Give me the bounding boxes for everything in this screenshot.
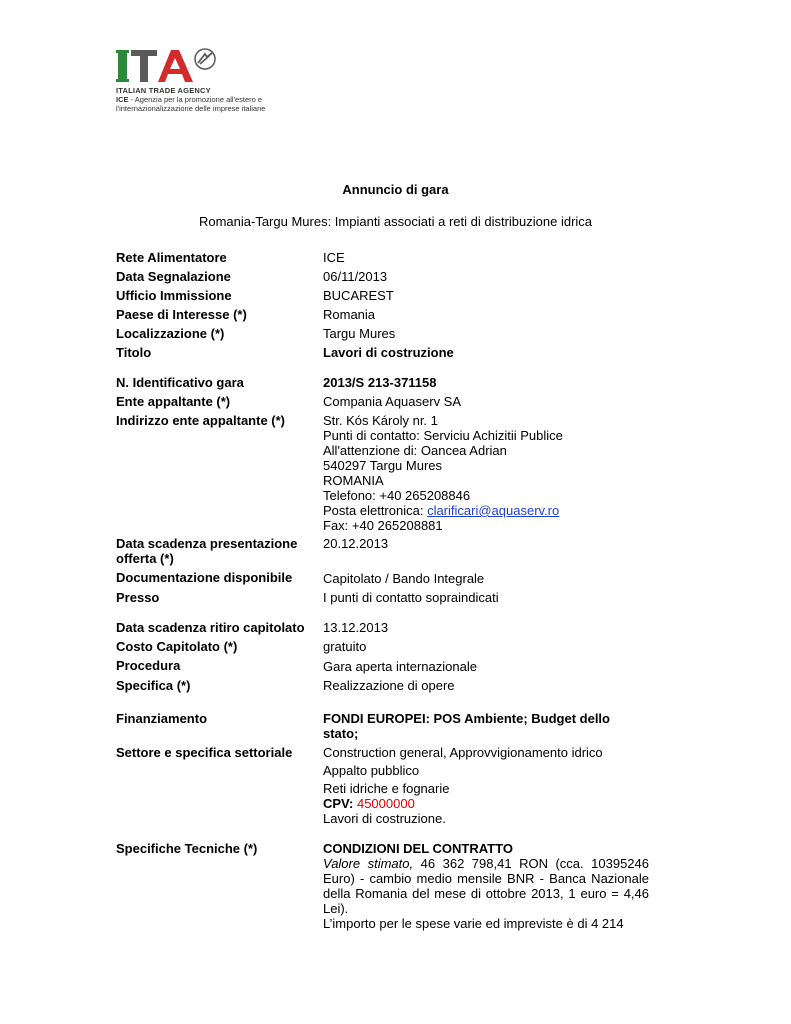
label-settore: Settore e specifica settoriale [116,745,293,760]
cpv-label: CPV: [323,796,354,811]
address-fax: Fax: +40 265208881 [323,518,443,533]
logo-agency-desc-2: l'internazionalizzazione delle imprese italiane [116,104,266,113]
address-country: ROMANIA [323,473,384,488]
value-finanziamento: FONDI EUROPEI: POS Ambiente; Budget dello stato; [323,711,610,741]
row-costo [116,639,676,654]
address-phone: Telefono: +40 265208846 [323,488,471,503]
label-ente: Ente appaltante (*) [116,394,231,409]
value-ente: Compania Aquaserv SA [323,394,462,409]
label-ufficio: Ufficio Immissione [116,288,232,303]
cpv-code: 45000000 [356,796,415,811]
label-specifica: Specifica (*) [116,678,191,693]
address-email-line [323,503,649,518]
row-procedura [116,658,676,674]
row-documentazione [116,570,676,586]
label-scadenza-ritiro: Data scadenza ritiro capitolato [116,620,305,635]
settore-line: Construction general, Approvvigionamento idrico [323,745,603,760]
value-presso: I punti di contatto sopraindicati [323,590,499,605]
value-procedura: Gara aperta internazionale [323,659,477,674]
label-rete: Rete Alimentatore [116,250,227,265]
email-link[interactable]: clarificari@aquaserv.ro [427,503,560,518]
row-ente [116,394,676,409]
announcement-details [116,250,676,931]
settore-appalto: Appalto pubblico [323,763,420,778]
settore-lavori: Lavori di costruzione. [323,811,446,826]
conditions-heading: CONDIZIONI DEL CONTRATTO [323,841,513,856]
value-data-segnalazione: 06/11/2013 [323,269,388,284]
row-ufficio [116,288,676,303]
value-identificativo: 2013/S 213-371158 [323,375,437,390]
label-identificativo: N. Identificativo gara [116,375,244,390]
label-data-segnalazione: Data Segnalazione [116,269,231,284]
label-specifiche-tecniche: Specifiche Tecniche (*) [116,841,258,856]
row-scadenza-presentazione [116,536,676,566]
cpv-line [323,796,649,811]
email-prefix: Posta elettronica: [323,503,428,518]
value-scadenza-presentazione: 20.12.2013 [323,536,389,551]
label-scadenza-presentazione: Data scadenza presentazione offerta (*) [116,536,298,566]
row-settore [116,745,676,826]
value-indirizzo [323,413,649,533]
ita-logo [116,46,266,121]
label-paese: Paese di Interesse (*) [116,307,247,322]
value-paese: Romania [323,307,376,322]
label-costo: Costo Capitolato (*) [116,639,238,654]
row-data-segnalazione [116,269,676,284]
document-title: Annuncio di gara [342,182,449,197]
address-line: Str. Kós Károly nr. 1 [323,413,438,428]
value-specifica: Realizzazione di opere [323,678,455,693]
ita-logo-mark [116,46,226,86]
address-contact: Punti di contatto: Serviciu Achizitii Publice [323,428,563,443]
row-localizzazione [116,326,676,341]
row-identificativo [116,375,676,390]
row-rete [116,250,676,265]
value-costo: gratuito [323,639,367,654]
logo-agency-name: ITALIAN TRADE AGENCY [116,86,211,95]
label-documentazione: Documentazione disponibile [116,570,293,585]
logo-agency-desc [116,95,266,104]
value-titolo: Lavori di costruzione [323,345,454,360]
row-indirizzo [116,413,676,533]
value-specifiche-tecniche [323,841,649,931]
conditions-text-2: L’importo per le spese varie ed impreviste è di 4 214 [323,916,624,931]
value-localizzazione: Targu Mures [323,326,396,341]
row-paese [116,307,676,322]
document-subtitle: Romania-Targu Mures: Impianti associati a reti di distribuzione idrica [198,214,593,229]
logo-desc-text: - Agenzia per la promozione all'estero e [128,95,263,104]
value-scadenza-ritiro: 13.12.2013 [323,620,389,635]
row-scadenza-ritiro [116,620,676,635]
label-titolo: Titolo [116,345,152,360]
label-indirizzo: Indirizzo ente appaltante (*) [116,413,286,428]
value-ufficio: BUCAREST [323,288,394,303]
conditions-text [323,856,649,916]
label-finanziamento: Finanziamento [116,711,208,726]
label-presso: Presso [116,590,160,605]
value-rete: ICE [323,250,345,265]
address-attention: All'attenzione di: Oancea Adrian [323,443,507,458]
value-settore [323,745,649,826]
label-procedura: Procedura [116,658,181,673]
valore-stimato-text: 46 362 798,41 RON (cca. 10395246 Euro) - cambio medio mensile BNR - Banca Nazionale della Romania del mese di ottobre 2013, 1 euro = 4,46 Lei). [323,856,649,916]
row-titolo [116,345,676,360]
value-documentazione: Capitolato / Bando Integrale [323,571,485,586]
row-specifiche-tecniche [116,841,676,931]
row-presso [116,590,676,605]
address-city: 540297 Targu Mures [323,458,443,473]
row-finanziamento [116,711,676,741]
logo-ice: ICE [116,95,129,104]
valore-stimato-label: Valore stimato, [323,856,414,871]
settore-reti: Reti idriche e fognarie [323,781,450,796]
label-localizzazione: Localizzazione (*) [116,326,225,341]
row-specifica [116,678,676,693]
